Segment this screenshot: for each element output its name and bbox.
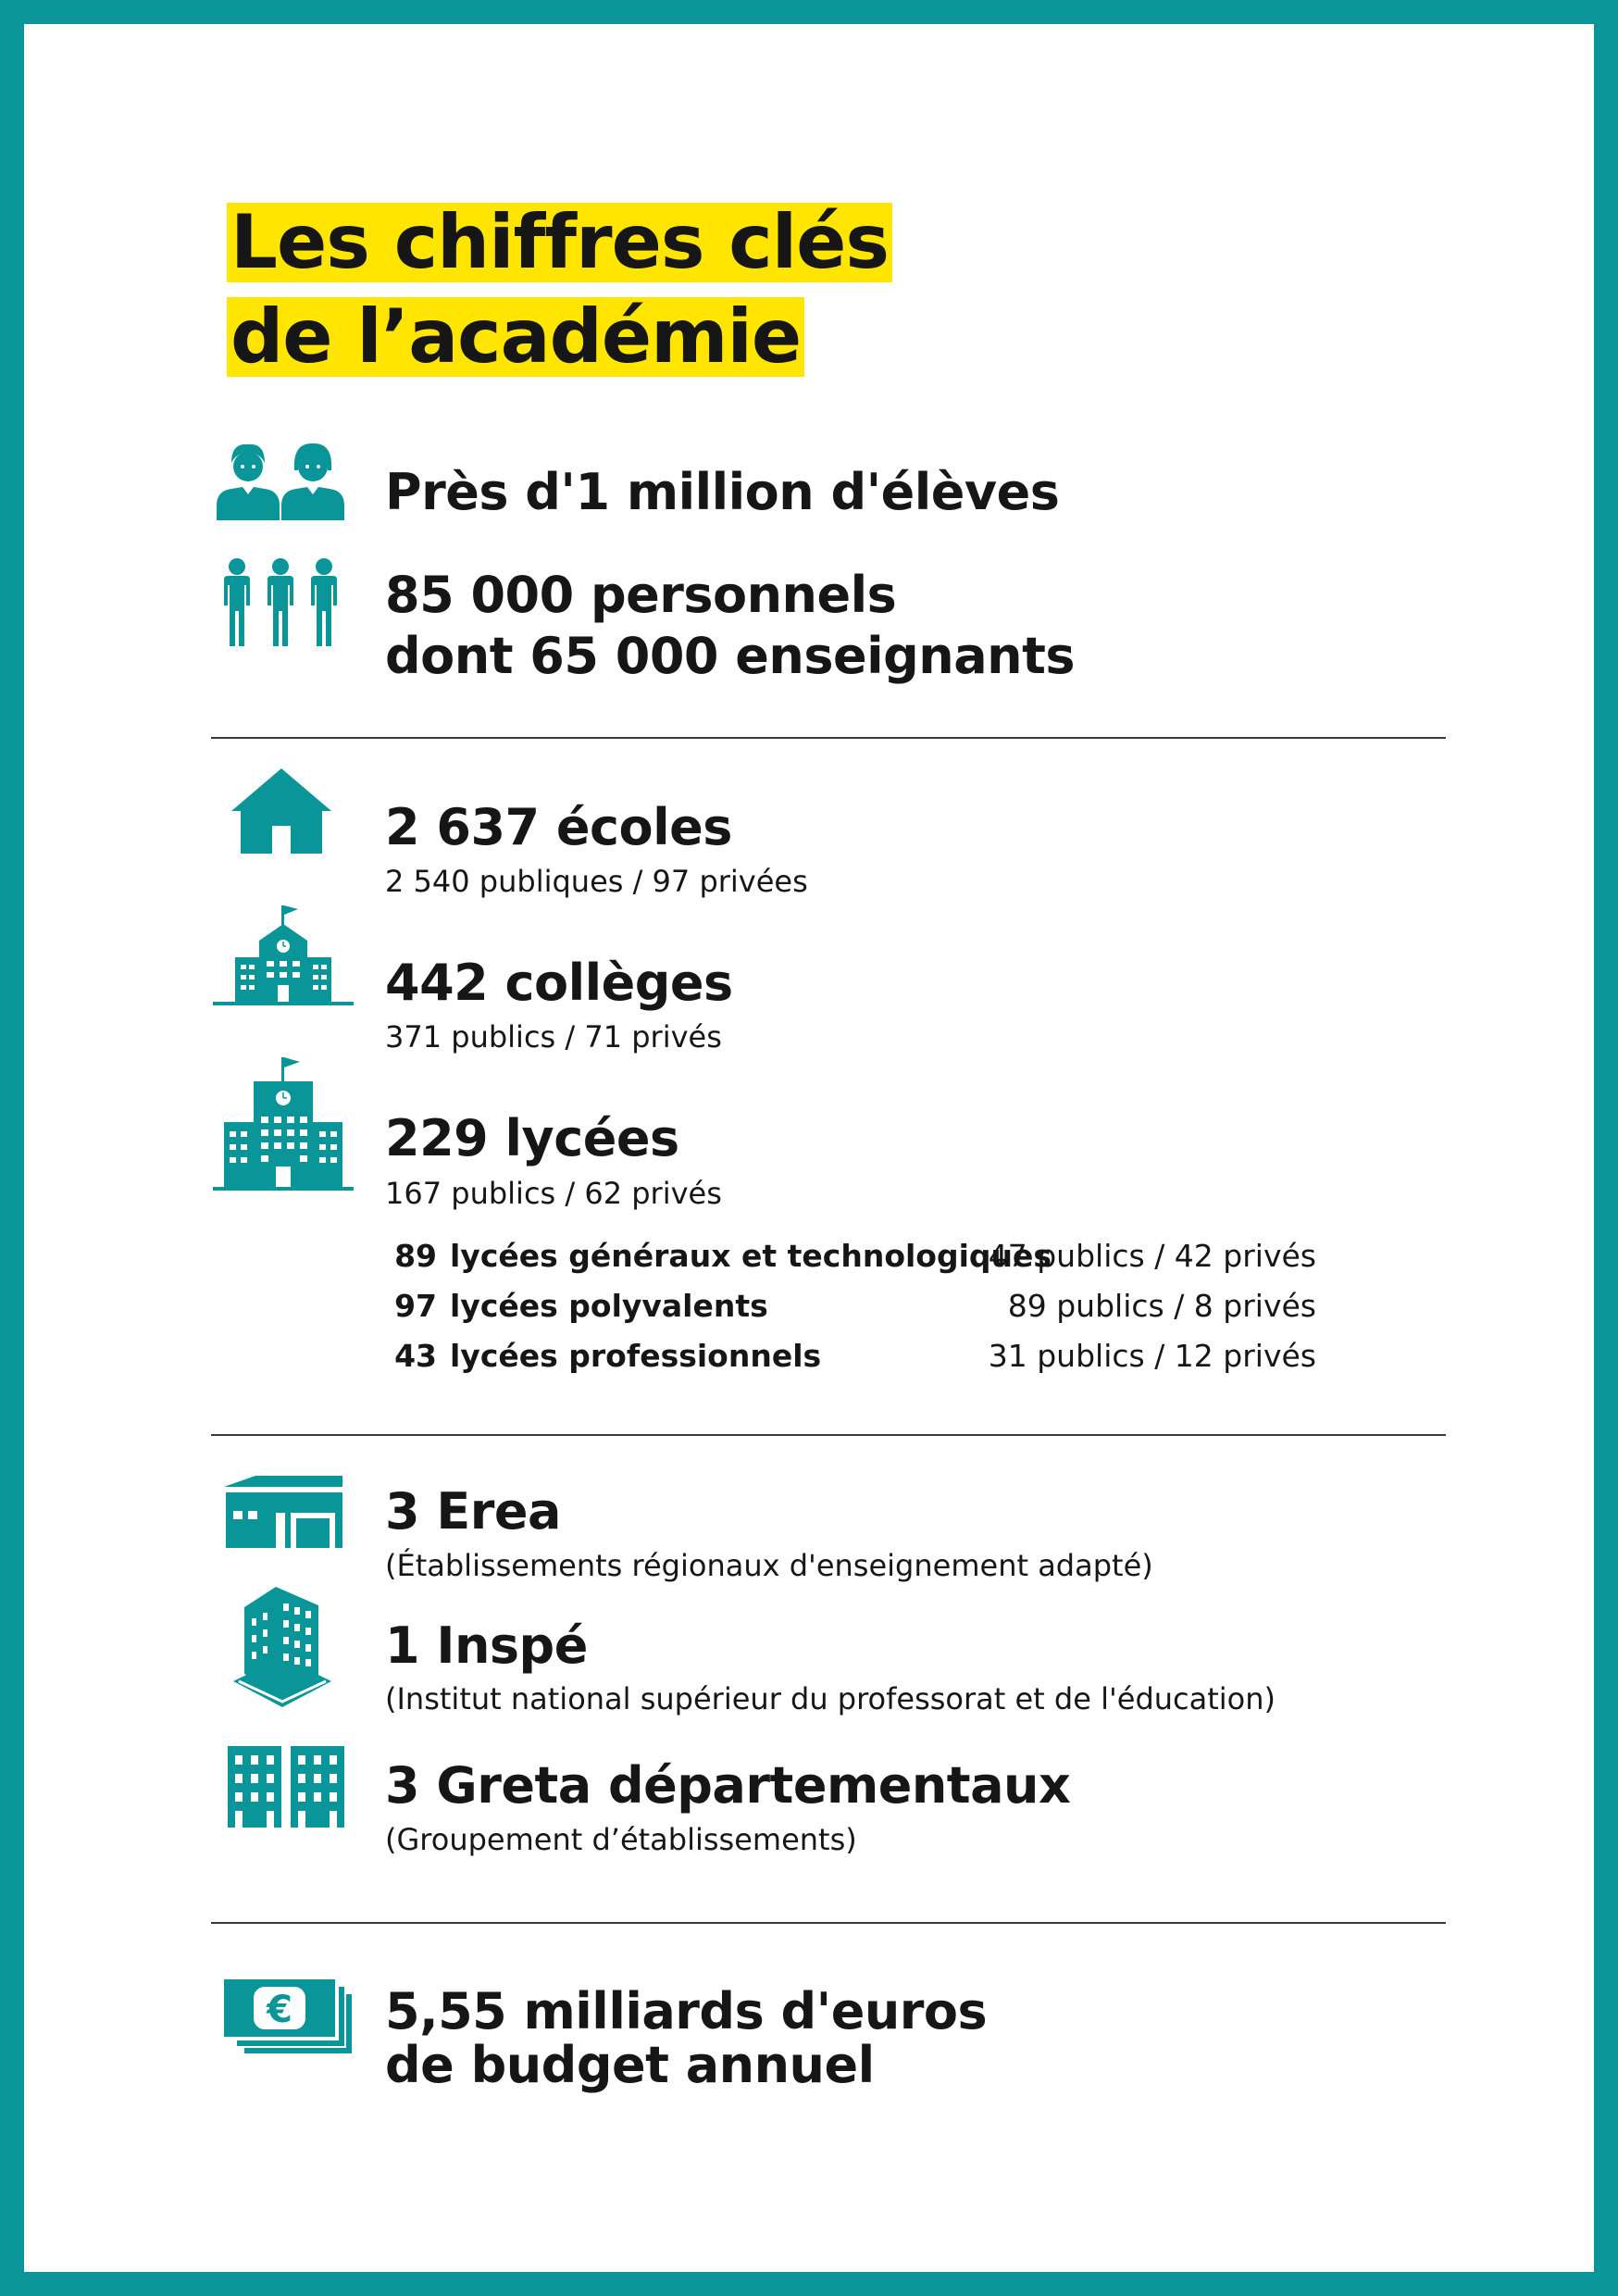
divider (211, 737, 1446, 739)
euro-banknote-icon (222, 1978, 352, 2053)
inspe-title: 1 Inspé (385, 1616, 588, 1675)
divider (211, 1434, 1446, 1436)
college-building-icon (211, 904, 355, 1007)
warehouse-icon (222, 1474, 344, 1548)
lycees-title: 229 lycées (385, 1109, 679, 1167)
erea-detail: (Établissements régionaux d'enseignement adapté) (385, 1548, 1153, 1583)
title-line-1: Les chiffres clés (227, 203, 892, 282)
greta-title: 3 Greta départementaux (385, 1756, 1071, 1815)
lycee-building-icon (211, 1055, 355, 1192)
lycees-detail: 167 publics / 62 privés (385, 1176, 722, 1211)
divider (211, 1922, 1446, 1924)
schools-title: 2 637 écoles (385, 798, 732, 856)
students-count: Près d'1 million d'élèves (385, 463, 1060, 521)
colleges-title: 442 collèges (385, 954, 733, 1012)
lycee-type-row (385, 1331, 1316, 1381)
greta-detail: (Groupement d’établissements) (385, 1822, 857, 1857)
title-line-2: de l’académie (227, 297, 804, 377)
teachers-count: dont 65 000 enseignants (385, 627, 1076, 685)
staff-icon (217, 557, 344, 646)
lycee-type-row (385, 1231, 1316, 1281)
inspe-detail: (Institut national supérieur du professorat et de l'éducation) (385, 1681, 1276, 1716)
tower-building-icon (231, 1585, 333, 1709)
students-icon (215, 441, 346, 520)
lycee-type-row (385, 1281, 1316, 1331)
lycee-type-split: 89 publics / 8 privés (1007, 1288, 1316, 1324)
budget-label: de budget annuel (385, 2036, 875, 2094)
staff-count: 85 000 personnels (385, 566, 897, 624)
erea-title: 3 Erea (385, 1482, 561, 1541)
schools-detail: 2 540 publiques / 97 privées (385, 864, 808, 899)
lycee-type-number: 43 (394, 1338, 437, 1374)
colleges-detail: 371 publics / 71 privés (385, 1019, 722, 1054)
svg-text:€: € (267, 1989, 292, 2031)
lycee-type-number: 97 (394, 1288, 437, 1324)
lycee-type-label: lycées professionnels (450, 1338, 822, 1374)
lycee-type-split: 31 publics / 12 privés (988, 1338, 1316, 1374)
office-buildings-icon (226, 1744, 346, 1828)
lycee-type-label: lycées polyvalents (450, 1288, 768, 1324)
house-icon (230, 767, 333, 854)
lycee-type-label: lycées généraux et technologiques (450, 1238, 1052, 1274)
lycee-type-split: 47 publics / 42 privés (988, 1238, 1316, 1274)
lycee-type-number: 89 (394, 1238, 437, 1274)
budget-amount: 5,55 milliards d'euros (385, 1982, 988, 2040)
